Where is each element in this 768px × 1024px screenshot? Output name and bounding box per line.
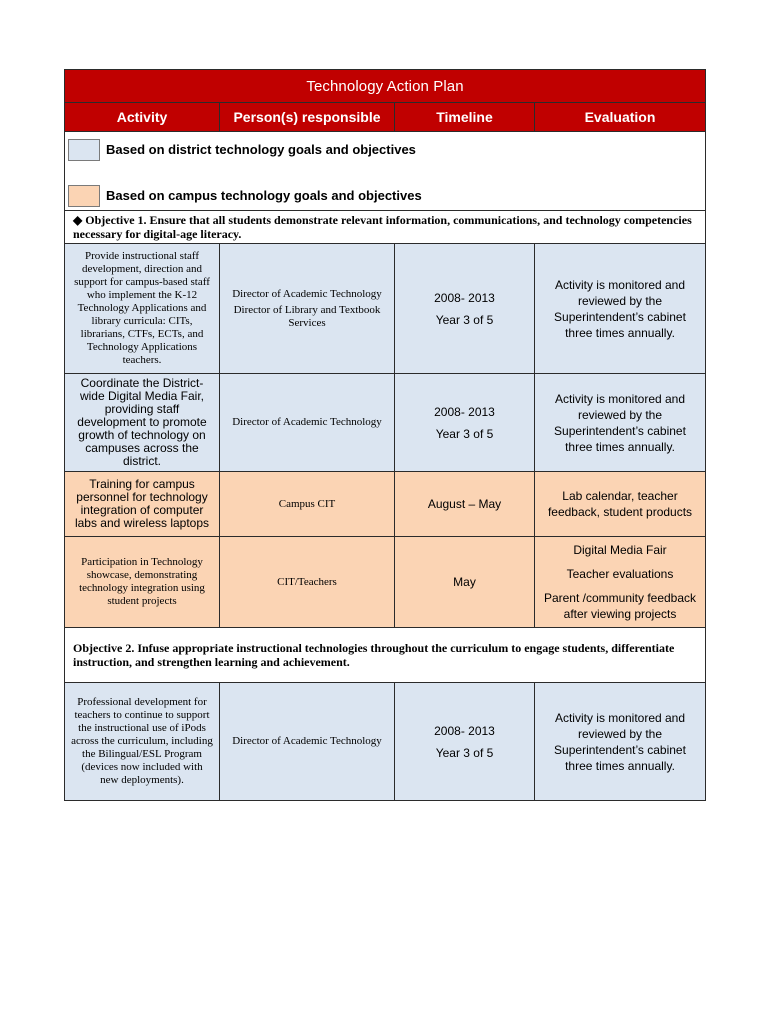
table-row <box>65 244 706 374</box>
timeline-cell: May <box>395 537 535 628</box>
timeline-cell <box>395 244 535 374</box>
person-name: Director of Academic Technology <box>232 287 382 300</box>
persons-cell: Campus CIT <box>220 472 395 537</box>
evaluation-cell: Activity is monitored and reviewed by the Superintendent’s cabinet three times annually. <box>535 683 706 801</box>
timeline-range: 2008- 2013 <box>434 723 495 738</box>
timeline-progress: Year 3 of 5 <box>435 745 494 760</box>
activity-cell: Training for campus personnel for technology integration of computer labs and wireless laptops <box>65 472 220 537</box>
persons-cell: CIT/Teachers <box>220 537 395 628</box>
timeline-cell <box>395 374 535 472</box>
evaluation-item: Digital Media Fair <box>573 543 667 557</box>
timeline-progress: Year 3 of 5 <box>435 312 494 327</box>
activity-cell: Professional development for teachers to continue to support the instructional use of iPods across the curriculum, including the Bilingual/ESL Program (devices now included with new deployments). <box>65 683 220 801</box>
legend <box>65 132 706 211</box>
objective-1-text: Objective 1. Ensure that all students demonstrate relevant information, communications, and technology competencies necessary for digital-age literacy. <box>73 213 692 241</box>
legend-label: Based on campus technology goals and objectives <box>106 188 422 203</box>
table-title: Technology Action Plan <box>65 70 706 103</box>
table-row <box>65 374 706 472</box>
legend-item-district <box>65 138 705 162</box>
legend-item-campus <box>65 184 705 208</box>
column-header-activity: Activity <box>65 103 220 132</box>
evaluation-cell: Activity is monitored and reviewed by the Superintendent’s cabinet three times annually. <box>535 374 706 472</box>
evaluation-item: Parent /community feedback after viewing projects <box>543 591 697 621</box>
column-header-persons: Person(s) responsible <box>220 103 395 132</box>
district-color-swatch <box>68 139 100 161</box>
activity-cell: Provide instructional staff development, direction and support for campus-based staff who implement the K-12 Technology Applications and library curricula: CITs, librarians, CTFs, ECTs, and Technology Applications teachers. <box>65 244 220 374</box>
persons-cell <box>220 244 395 374</box>
activity-cell: Participation in Technology showcase, demonstrating technology integration using student projects <box>65 537 220 628</box>
timeline-cell: August – May <box>395 472 535 537</box>
action-plan-document <box>64 69 705 801</box>
diamond-bullet-icon: ◆ <box>73 213 83 227</box>
timeline-range: 2008- 2013 <box>434 290 495 305</box>
table-row <box>65 537 706 628</box>
column-header-timeline: Timeline <box>395 103 535 132</box>
objective-2-heading: Objective 2. Infuse appropriate instructional technologies throughout the curriculum to engage students, differentiate instruction, and strengthen learning and achievement. <box>65 628 706 683</box>
persons-cell: Director of Academic Technology <box>220 374 395 472</box>
person-name: Director of Library and Textbook Services <box>233 303 381 329</box>
evaluation-cell: Activity is monitored and reviewed by the Superintendent’s cabinet three times annually. <box>535 244 706 374</box>
timeline-cell <box>395 683 535 801</box>
timeline-progress: Year 3 of 5 <box>435 426 494 441</box>
legend-label: Based on district technology goals and objectives <box>106 142 416 157</box>
action-plan-table <box>64 69 706 801</box>
activity-cell: Coordinate the District-wide Digital Media Fair, providing staff development to promote growth of technology on campuses across the district. <box>65 374 220 472</box>
evaluation-cell <box>535 537 706 628</box>
evaluation-cell: Lab calendar, teacher feedback, student products <box>535 472 706 537</box>
table-row <box>65 472 706 537</box>
timeline-range: 2008- 2013 <box>434 404 495 419</box>
evaluation-item: Teacher evaluations <box>566 567 674 581</box>
column-header-evaluation: Evaluation <box>535 103 706 132</box>
objective-1-heading <box>65 211 706 244</box>
persons-cell: Director of Academic Technology <box>220 683 395 801</box>
campus-color-swatch <box>68 185 100 207</box>
table-row <box>65 683 706 801</box>
